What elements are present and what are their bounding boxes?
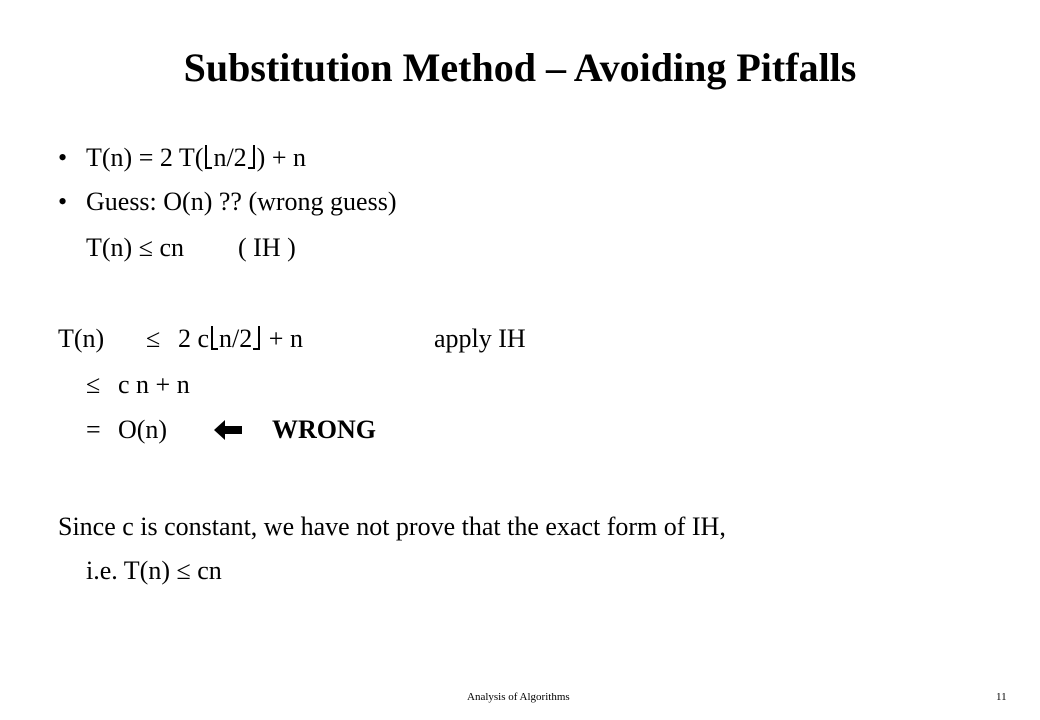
recurrence-lhs: T(n) = 2 T( <box>86 143 204 172</box>
derivation-step-1-tail: + n <box>268 324 303 353</box>
derivation-step-2: c n + n <box>118 370 190 399</box>
derivation-step-1 <box>178 322 303 356</box>
derivation-op-1: ≤ <box>146 324 161 353</box>
floor-right-icon <box>253 326 260 350</box>
derivation-step-3: O(n) <box>118 415 168 444</box>
derivation-lhs: T(n) <box>58 324 105 353</box>
derivation-step-1-note: apply IH <box>434 324 526 353</box>
footer-course: Analysis of Algorithms <box>467 691 570 703</box>
derivation-op-2: ≤ <box>86 370 101 399</box>
bullet-2-marker: • <box>58 187 68 216</box>
ih-note: ( IH ) <box>238 233 296 262</box>
left-arrow-icon <box>212 419 244 441</box>
recurrence-rhs: ) + n <box>256 143 306 172</box>
floor-left-icon <box>211 326 218 350</box>
recurrence-line <box>86 141 306 175</box>
recurrence-floor-arg: n/2 <box>213 143 247 172</box>
derivation-floor-arg: n/2 <box>219 324 253 353</box>
derivation-op-3: = <box>86 415 101 444</box>
floor-left-icon <box>205 145 212 169</box>
bullet-1-marker: • <box>58 143 68 172</box>
conclusion-line-1: Since c is constant, we have not prove that the exact form of IH, <box>58 512 726 541</box>
conclusion-line-2: i.e. T(n) ≤ cn <box>86 556 222 585</box>
footer-page-number: 11 <box>996 691 1007 703</box>
derivation-step-1-coef: 2 c <box>178 324 210 353</box>
guess-line: Guess: O(n) ?? (wrong guess) <box>86 187 397 216</box>
floor-right-icon <box>248 145 255 169</box>
slide-title: Substitution Method – Avoiding Pitfalls <box>183 45 857 90</box>
ih-expression: T(n) ≤ cn <box>86 233 185 262</box>
wrong-verdict: WRONG <box>272 415 376 444</box>
